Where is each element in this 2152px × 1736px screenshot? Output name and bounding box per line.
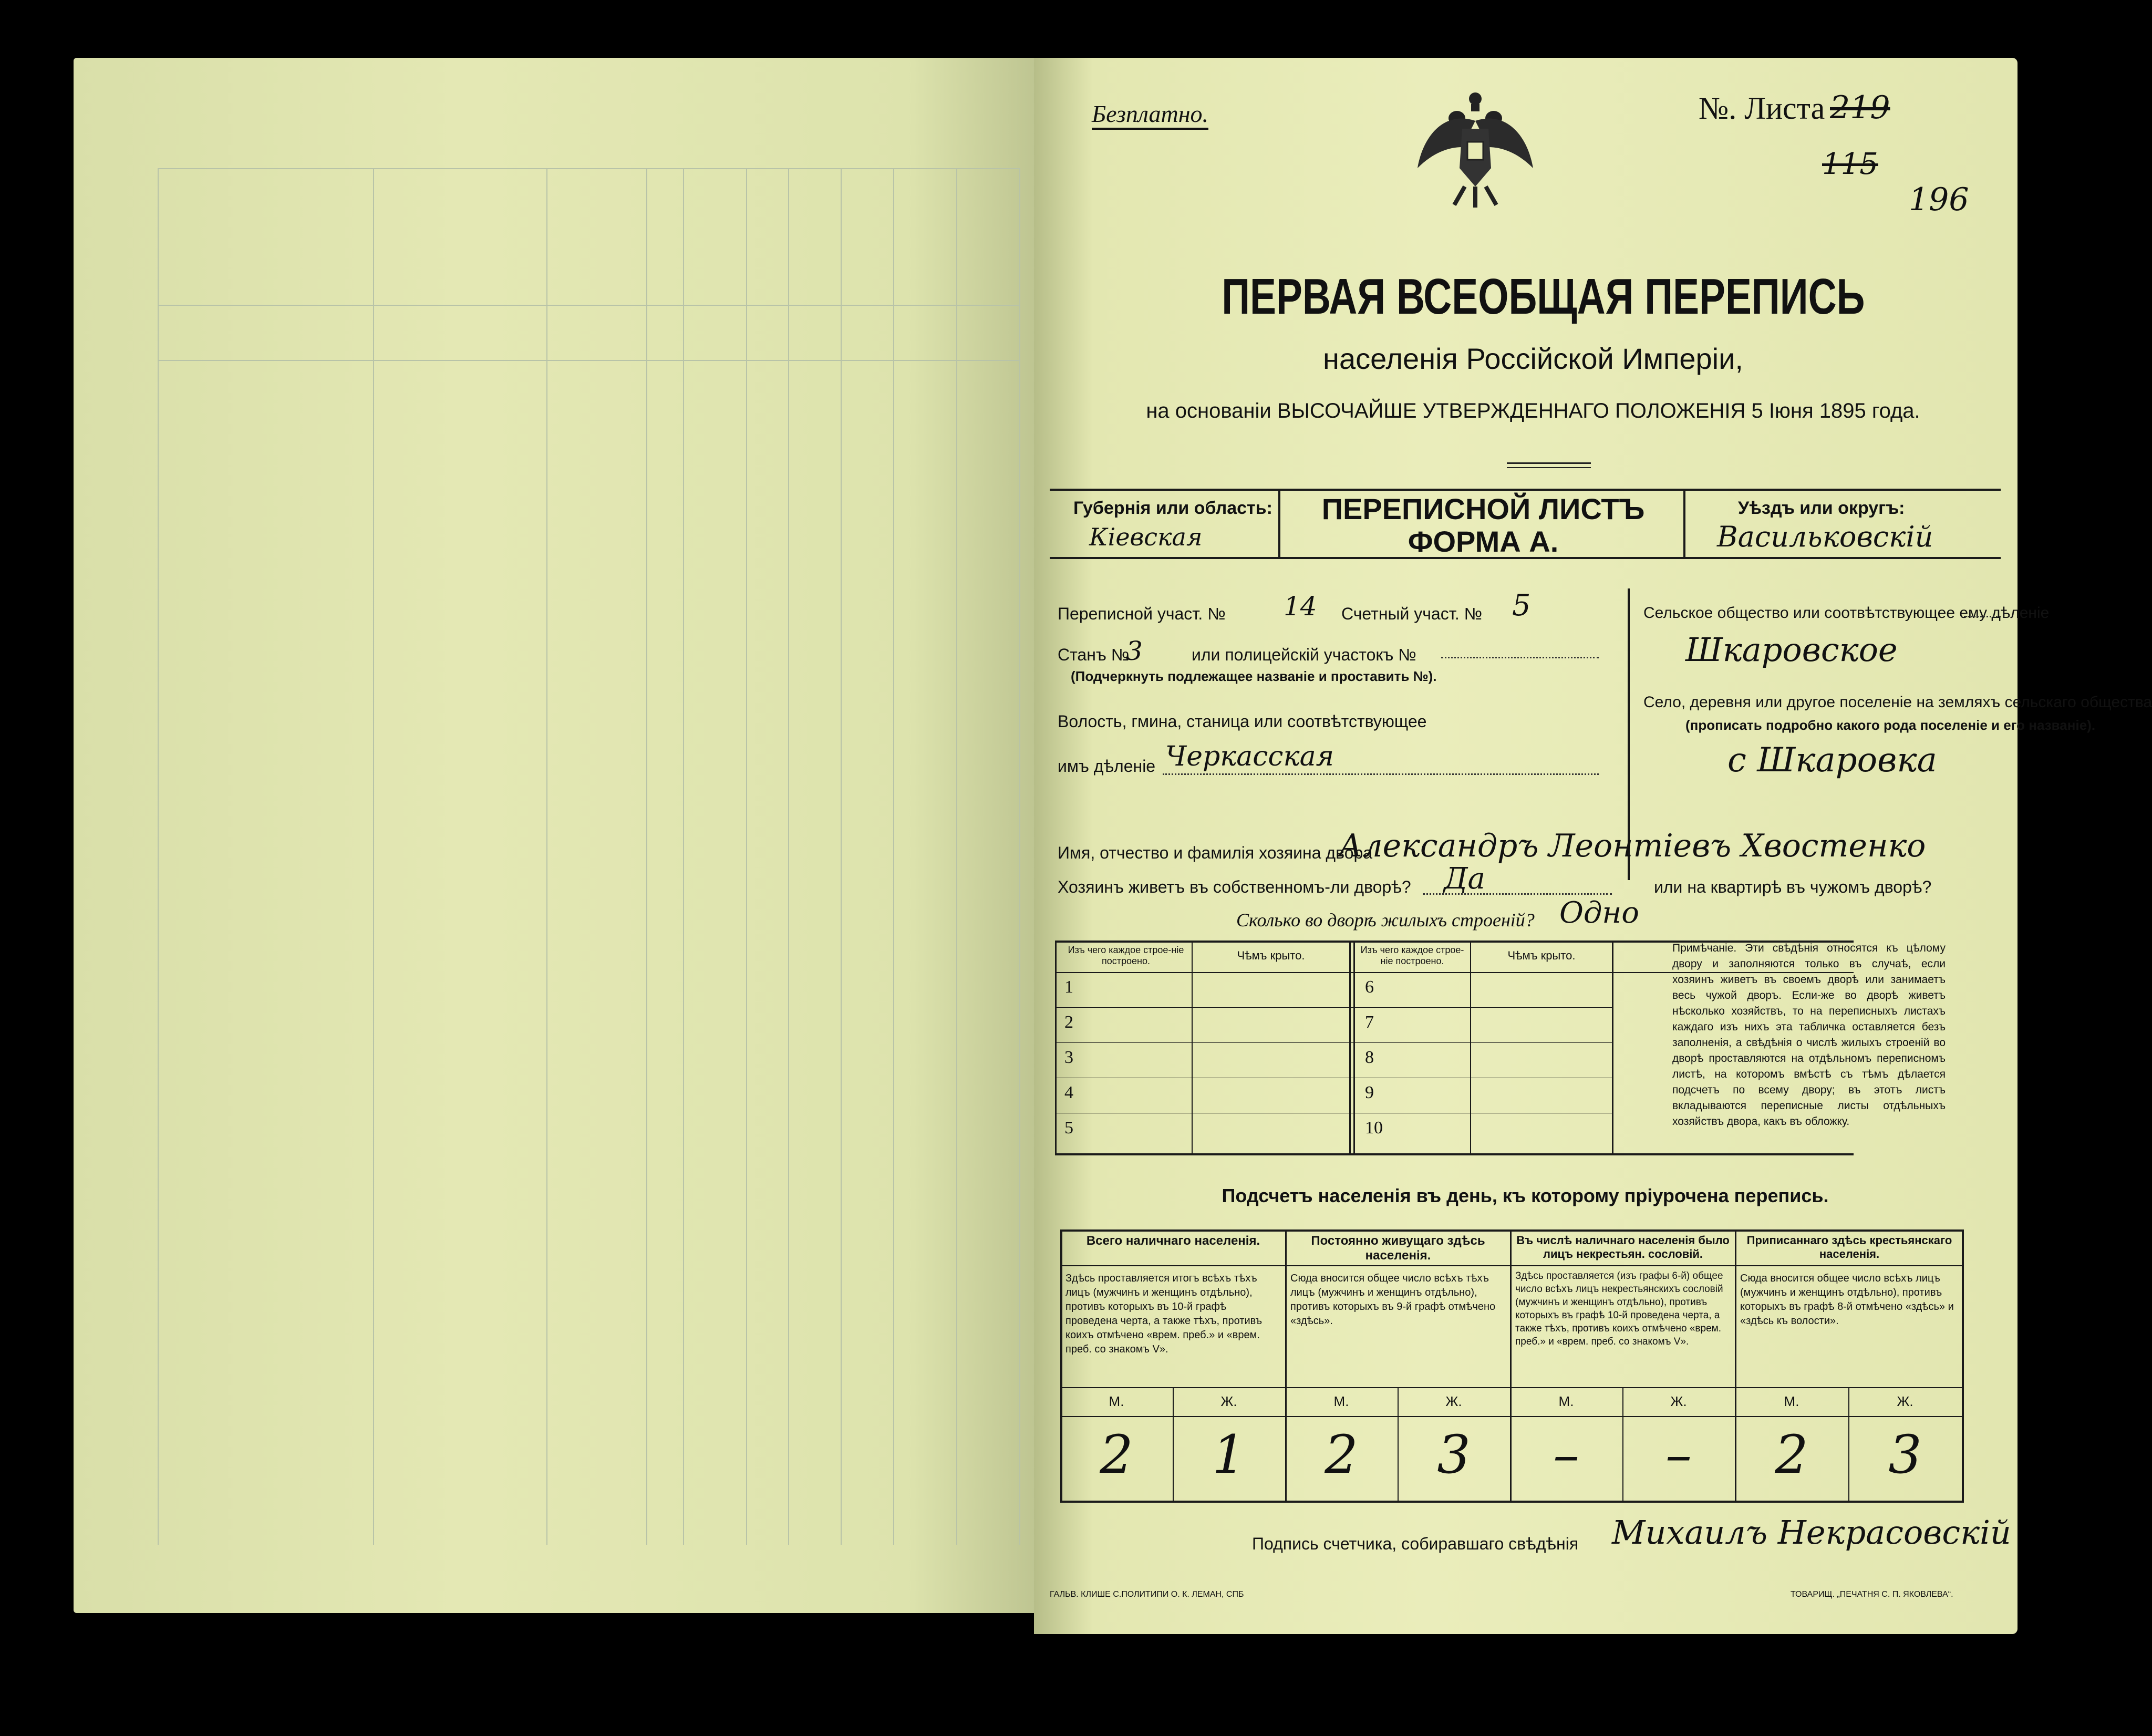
village-label: Село, деревня или другое поселеніе на земляхъ сельскаго общества bbox=[1643, 694, 2152, 711]
female-label: Ж. bbox=[1220, 1393, 1237, 1409]
col-built-of-right: Изъ чего каждое строе-ніе построено. bbox=[1360, 945, 1464, 966]
page-reference: 196 bbox=[1909, 181, 1969, 218]
free-label: Безплатно. bbox=[1092, 100, 1208, 130]
buildings-value: Одно bbox=[1559, 896, 1640, 930]
row-num: 10 bbox=[1365, 1118, 1383, 1138]
main-title: ПЕРВАЯ ВСЕОБЩАЯ ПЕРЕПИСЬ bbox=[1222, 268, 1865, 325]
printer-left: ГАЛЬВ. КЛИШЕ С.ПОЛИТИПИ О. К. ЛЕМАН, СПБ bbox=[1050, 1590, 1244, 1599]
population-value: 3 bbox=[1437, 1424, 1471, 1485]
row-num: 3 bbox=[1064, 1048, 1073, 1067]
ornament-divider bbox=[1507, 462, 1591, 468]
population-value: – bbox=[1665, 1424, 1692, 1485]
population-value: 2 bbox=[1775, 1424, 1808, 1485]
col-built-of-left: Изъ чего каждое строе-ніе построено. bbox=[1068, 945, 1184, 966]
counting-district-label: Счетный участ. № bbox=[1341, 604, 1482, 623]
female-label: Ж. bbox=[1897, 1393, 1913, 1409]
printer-right: ТОВАРИЩ. „ПЕЧАТНЯ С. П. ЯКОВЛЕВА“. bbox=[1791, 1590, 1953, 1599]
population-col-title: Въ числѣ наличнаго населенія было лицъ некрестьян. сословій. bbox=[1516, 1234, 1730, 1260]
sheet-number-struck: 219 bbox=[1830, 89, 1890, 126]
population-value: 2 bbox=[1100, 1424, 1133, 1485]
page-reference-crossed: 115 bbox=[1822, 147, 1878, 181]
society-value: Шкаровское bbox=[1685, 631, 1898, 669]
police-note: (Подчеркнуть подлежащее названіе и проставить №). bbox=[1071, 668, 1437, 684]
subtitle: населенія Россійской Имперіи, bbox=[1323, 342, 1743, 375]
census-sheet-page bbox=[1034, 58, 2152, 1634]
province-value: Кіевская bbox=[1089, 523, 1203, 551]
female-label: Ж. bbox=[1670, 1393, 1687, 1409]
col-roofed-left: Чѣмъ крыто. bbox=[1237, 949, 1305, 962]
district-label: Уѣздъ или округъ: bbox=[1738, 498, 1905, 518]
population-heading: Подсчетъ населенія въ день, къ которому пріурочена перепись. bbox=[1222, 1185, 1829, 1206]
population-value: 3 bbox=[1888, 1424, 1922, 1485]
population-col-desc: Здѣсь проставляется (изъ графы 6-й) общее число всѣхъ лицъ некрестьянскихъ сословій (мужчинъ и женщинъ отдѣльно), противъ которыхъ въ графѣ 10-й проведена черта, а также тѣхъ, противъ коихъ отмѣчено «врем. преб.» и «врем. преб. со знакомъ V». bbox=[1515, 1270, 1723, 1347]
signature-value: Михаилъ Некрасовскій bbox=[1612, 1513, 2011, 1552]
note-text: Примѣчаніе. Эти свѣдѣнія относятся къ цѣлому двору и заполняются только въ случаѣ, если хозяинъ живетъ въ своемъ дворѣ или занимаетъ весь чужой дворъ. Если-же во дворѣ живетъ нѣсколько хозяйствъ, то на переписныхъ листахъ каждаго изъ нихъ эта табличка оставляется безъ заполненія, а свѣдѣнія о числѣ жилыхъ строеній во дворѣ проставляются на отдѣльномъ переписномъ листѣ, на которомъ вмѣстѣ съ тѣмъ дѣлается подсчетъ по всему двору; въ этотъ листъ вкладываются переписные листы отдѣльныхъ хозяйствъ двора, какъ въ обложку. bbox=[1672, 942, 1946, 1128]
population-table bbox=[1060, 1229, 1964, 1503]
female-label: Ж. bbox=[1445, 1393, 1462, 1409]
imperial-eagle-emblem bbox=[1412, 89, 1538, 210]
population-col-title: Приписаннаго здѣсь крестьянскаго населенія. bbox=[1746, 1234, 1952, 1260]
row-num: 4 bbox=[1064, 1083, 1073, 1102]
volost-value: Черкасская bbox=[1165, 741, 1334, 772]
row-num: 6 bbox=[1365, 977, 1374, 997]
village-note: (прописать подробно какого рода поселеніе и его названіе). bbox=[1685, 717, 2096, 733]
census-district-value: 14 bbox=[1284, 591, 1317, 622]
male-label: М. bbox=[1109, 1393, 1124, 1409]
row-num: 2 bbox=[1064, 1012, 1073, 1032]
signature-label: Подпись счетчика, собиравшаго свѣдѣнія bbox=[1252, 1534, 1579, 1553]
population-col-desc: Сюда вносится общее число всѣхъ лицъ (мужчинъ и женщинъ отдѣльно), противъ которыхъ въ графѣ 8-й отмѣчено «здѣсь» и «здѣсь къ волости». bbox=[1740, 1273, 1954, 1327]
rent-label: или на квартирѣ въ чужомъ дворѣ? bbox=[1654, 877, 1932, 896]
male-label: М. bbox=[1784, 1393, 1799, 1409]
population-value: 2 bbox=[1325, 1424, 1358, 1485]
population-value: – bbox=[1553, 1424, 1579, 1485]
population-value: 1 bbox=[1212, 1424, 1246, 1485]
volost-label-2: имъ дѣленіе bbox=[1058, 757, 1156, 776]
society-label: Сельское общество или соотвѣтствующее ему дѣленіе bbox=[1643, 604, 2050, 622]
sheet-title-line2: ФОРМА А. bbox=[1408, 525, 1559, 558]
province-label: Губернія или область: bbox=[1073, 498, 1272, 518]
owner-value: Александръ Леонтіевъ Хвостенко bbox=[1339, 828, 1926, 864]
sheet-title-line1: ПЕРЕПИСНОЙ ЛИСТЪ bbox=[1321, 492, 1645, 525]
population-col-title: Постоянно живущаго здѣсь населенія. bbox=[1311, 1234, 1485, 1263]
buildings-label: Сколько во дворѣ жилыхъ строеній? bbox=[1236, 910, 1535, 931]
row-num: 1 bbox=[1064, 977, 1073, 997]
own-yard-label: Хозяинъ живетъ въ собственномъ-ли дворѣ? bbox=[1058, 877, 1411, 896]
row-num: 7 bbox=[1365, 1012, 1374, 1032]
male-label: М. bbox=[1333, 1393, 1349, 1409]
row-num: 8 bbox=[1365, 1048, 1374, 1067]
population-col-title: Всего наличнаго населенія. bbox=[1086, 1234, 1260, 1248]
sheet-number-label: №. Листа bbox=[1699, 91, 1825, 126]
district-value: Васильковскій bbox=[1717, 520, 1933, 553]
owner-label: Имя, отчество и фамилія хозяина двора bbox=[1058, 843, 1373, 862]
census-district-label: Переписной участ. № bbox=[1058, 604, 1226, 623]
stan-value: 3 bbox=[1126, 636, 1143, 666]
population-col-desc: Здѣсь проставляется итогъ всѣхъ тѣхъ лицъ (мужчинъ и женщинъ отдѣльно), противъ которыхъ въ 10-й графѣ проведена черта, а также тѣхъ, противъ коихъ отмѣчено «врем. преб.» и «врем. преб. со знакомъ V». bbox=[1065, 1273, 1263, 1355]
volost-label-1: Волость, гмина, станица или соотвѣтствующее bbox=[1058, 712, 1427, 731]
row-num: 5 bbox=[1064, 1118, 1073, 1138]
village-value: с Шкаровка bbox=[1727, 741, 1937, 780]
male-label: М. bbox=[1558, 1393, 1574, 1409]
row-num: 9 bbox=[1365, 1083, 1374, 1102]
stan-label: Станъ № bbox=[1058, 645, 1130, 664]
police-label: или полицейскій участокъ № bbox=[1192, 645, 1416, 664]
own-yard-value: Да bbox=[1444, 862, 1485, 896]
left-page bbox=[74, 58, 1056, 1613]
basis-line: на основаніи ВЫСОЧАЙШЕ УТВЕРЖДЕННАГО ПОЛОЖЕНІЯ 5 Іюня 1895 года. bbox=[1146, 399, 1920, 422]
counting-district-value: 5 bbox=[1512, 588, 1531, 623]
col-roofed-right: Чѣмъ крыто. bbox=[1507, 949, 1576, 962]
population-col-desc: Сюда вносится общее число всѣхъ тѣхъ лицъ (мужчинъ и женщинъ отдѣльно), противъ которыхъ въ 9-й графѣ отмѣчено «здѣсь». bbox=[1290, 1273, 1496, 1327]
